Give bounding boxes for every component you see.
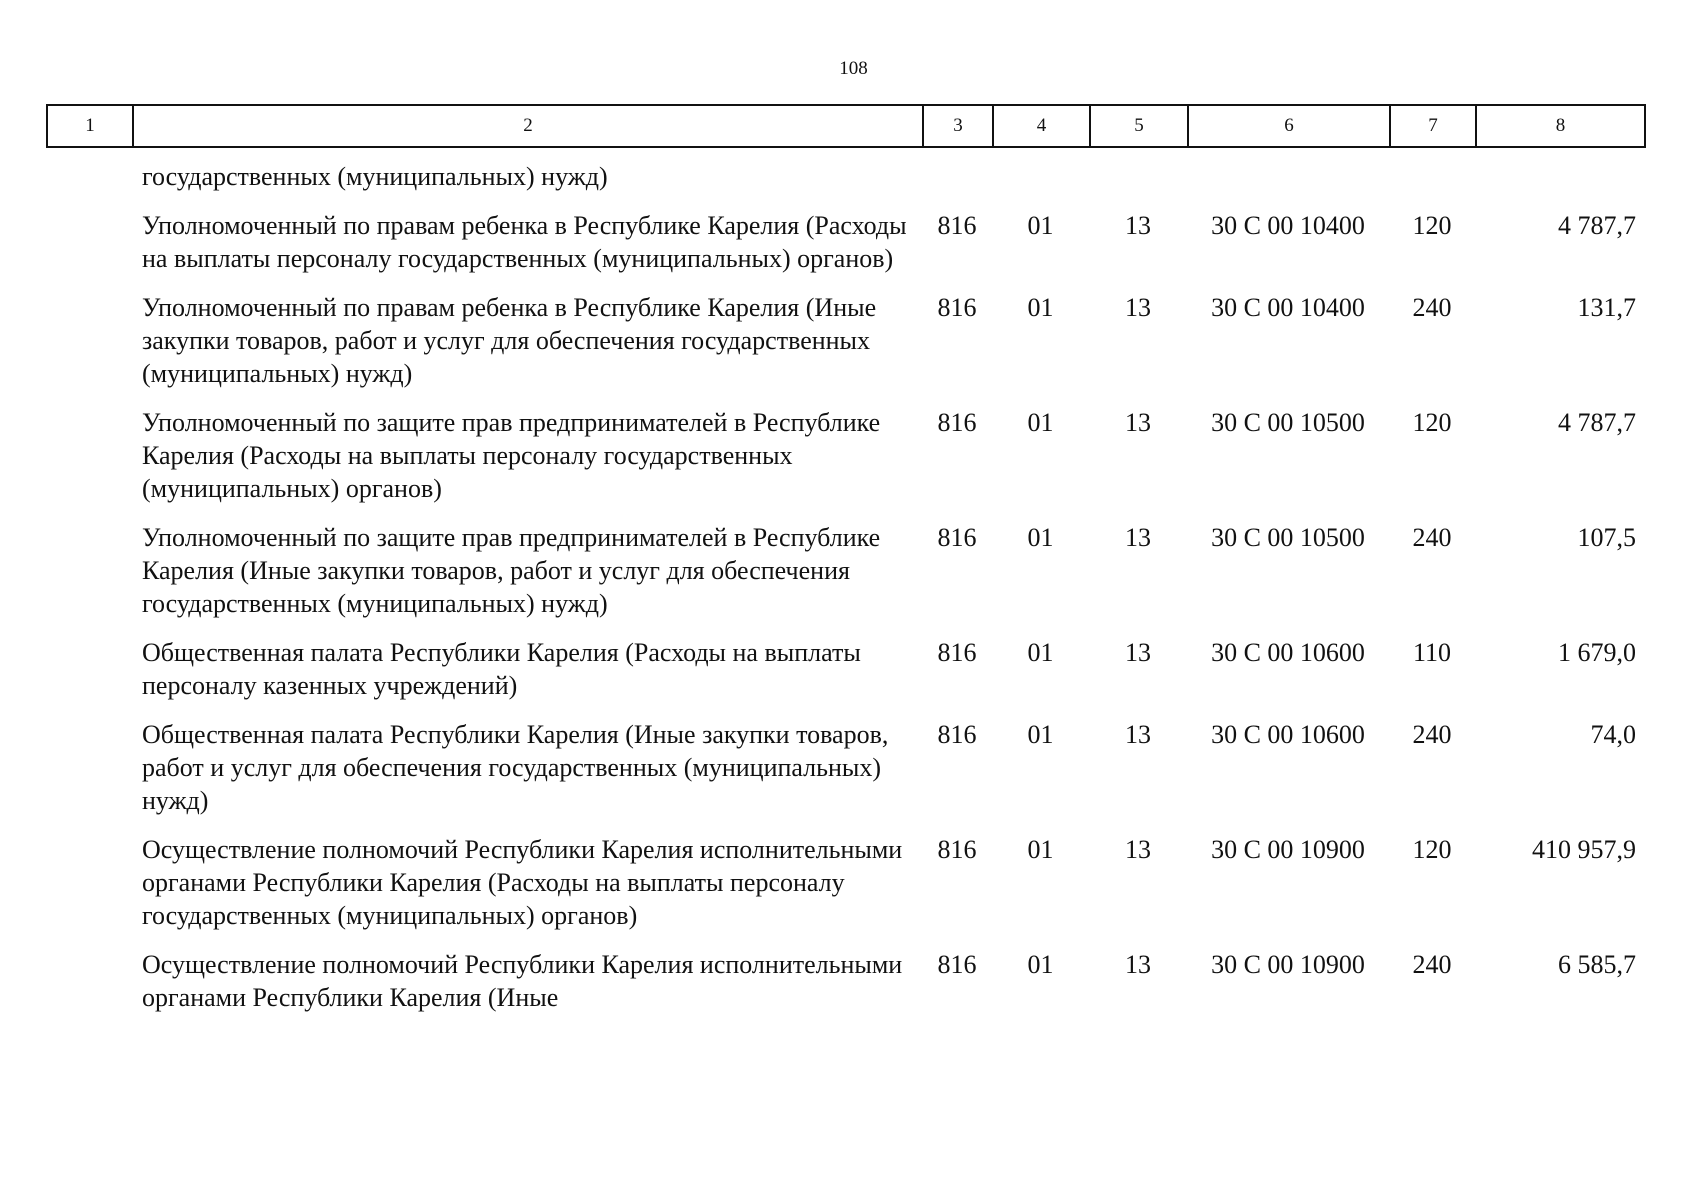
header-cell-4: 4 (993, 105, 1090, 147)
row-code-6: 30 С 00 10900 (1211, 835, 1365, 864)
row-description: Уполномоченный по правам ребенка в Республике Карелия (Расходы на выплаты персоналу государственных (муниципальных) органов) (142, 211, 907, 273)
row-code-6: 30 С 00 10600 (1211, 638, 1365, 667)
column-header-table (46, 104, 1646, 148)
row-code-5: 13 (1125, 211, 1151, 240)
table-row (46, 948, 1644, 1014)
row-code-4: 01 (1027, 523, 1054, 552)
row-code-3: 816 (937, 408, 977, 437)
row-code-3: 816 (937, 293, 977, 322)
row-code-3: 816 (937, 835, 977, 864)
row-code-4: 01 (1027, 638, 1054, 667)
row-code-7: 240 (1412, 720, 1452, 749)
row-code-5: 13 (1125, 638, 1151, 667)
header-cell-8: 8 (1476, 105, 1645, 147)
row-code-4: 01 (1027, 211, 1054, 240)
page-number: 108 (839, 58, 868, 79)
row-code-5: 13 (1125, 950, 1151, 979)
row-amount: 74,0 (1590, 720, 1636, 749)
row-amount: 6 585,7 (1558, 950, 1636, 979)
row-code-6: 30 С 00 10500 (1211, 408, 1365, 437)
row-code-3: 816 (937, 720, 977, 749)
row-code-6: 30 С 00 10500 (1211, 523, 1365, 552)
row-code-4: 01 (1027, 293, 1054, 322)
budget-rows (46, 160, 1644, 1030)
row-code-4: 01 (1027, 950, 1054, 979)
header-cell-6: 6 (1188, 105, 1390, 147)
row-code-7: 240 (1412, 523, 1452, 552)
table-row (46, 209, 1644, 275)
row-code-3: 816 (937, 523, 977, 552)
row-code-4: 01 (1027, 720, 1054, 749)
row-code-5: 13 (1125, 293, 1151, 322)
row-amount: 107,5 (1577, 523, 1636, 552)
row-description: Уполномоченный по защите прав предпринимателей в Республике Карелия (Расходы на выплаты персоналу государственных (муниципальных) органов) (142, 408, 881, 503)
header-row (47, 105, 1645, 147)
table-row (46, 521, 1644, 620)
row-description: Общественная палата Республики Карелия (Иные закупки товаров, работ и услуг для обеспечения государственных (муниципальных) нужд) (142, 720, 889, 815)
header-cell-2: 2 (133, 105, 923, 147)
row-amount: 410 957,9 (1532, 835, 1636, 864)
row-code-7: 120 (1412, 835, 1452, 864)
row-code-4: 01 (1027, 408, 1054, 437)
continuation-text: государственных (муниципальных) нужд) (142, 162, 608, 191)
row-code-3: 816 (937, 211, 977, 240)
row-amount: 131,7 (1577, 293, 1636, 322)
row-code-7: 110 (1412, 638, 1452, 667)
row-amount: 4 787,7 (1558, 211, 1636, 240)
row-description: Уполномоченный по правам ребенка в Республике Карелия (Иные закупки товаров, работ и услуг для обеспечения государственных (муниципальных) нужд) (142, 293, 877, 388)
row-amount: 1 679,0 (1558, 638, 1636, 667)
row-code-3: 816 (937, 638, 977, 667)
header-cell-3: 3 (923, 105, 993, 147)
row-code-3: 816 (937, 950, 977, 979)
header-cell-7: 7 (1390, 105, 1476, 147)
table-row (46, 718, 1644, 817)
row-description: Общественная палата Республики Карелия (Расходы на выплаты персоналу казенных учреждений) (142, 638, 861, 700)
table-row (46, 406, 1644, 505)
row-code-5: 13 (1125, 408, 1151, 437)
row-code-6: 30 С 00 10600 (1211, 720, 1365, 749)
row-code-6: 30 С 00 10400 (1211, 211, 1365, 240)
row-code-7: 120 (1412, 408, 1452, 437)
table-row (46, 833, 1644, 932)
row-code-5: 13 (1125, 835, 1151, 864)
table-row (46, 636, 1644, 702)
row-amount: 4 787,7 (1558, 408, 1636, 437)
row-code-5: 13 (1125, 523, 1151, 552)
row-code-5: 13 (1125, 720, 1151, 749)
header-cell-5: 5 (1090, 105, 1188, 147)
row-code-6: 30 С 00 10900 (1211, 950, 1365, 979)
row-description: Уполномоченный по защите прав предпринимателей в Республике Карелия (Иные закупки товаров, работ и услуг для обеспечения государственных (муниципальных) нужд) (142, 523, 881, 618)
row-description: Осуществление полномочий Республики Карелия исполнительными органами Республики Карелия (Иные (142, 950, 903, 1012)
table-row (46, 291, 1644, 390)
row-code-7: 240 (1412, 950, 1452, 979)
continuation-row (46, 160, 1644, 193)
row-code-7: 120 (1412, 211, 1452, 240)
row-code-7: 240 (1412, 293, 1452, 322)
row-description: Осуществление полномочий Республики Карелия исполнительными органами Республики Карелия (Расходы на выплаты персоналу государственных (муниципальных) органов) (142, 835, 903, 930)
row-code-4: 01 (1027, 835, 1054, 864)
row-code-6: 30 С 00 10400 (1211, 293, 1365, 322)
header-cell-1: 1 (47, 105, 133, 147)
